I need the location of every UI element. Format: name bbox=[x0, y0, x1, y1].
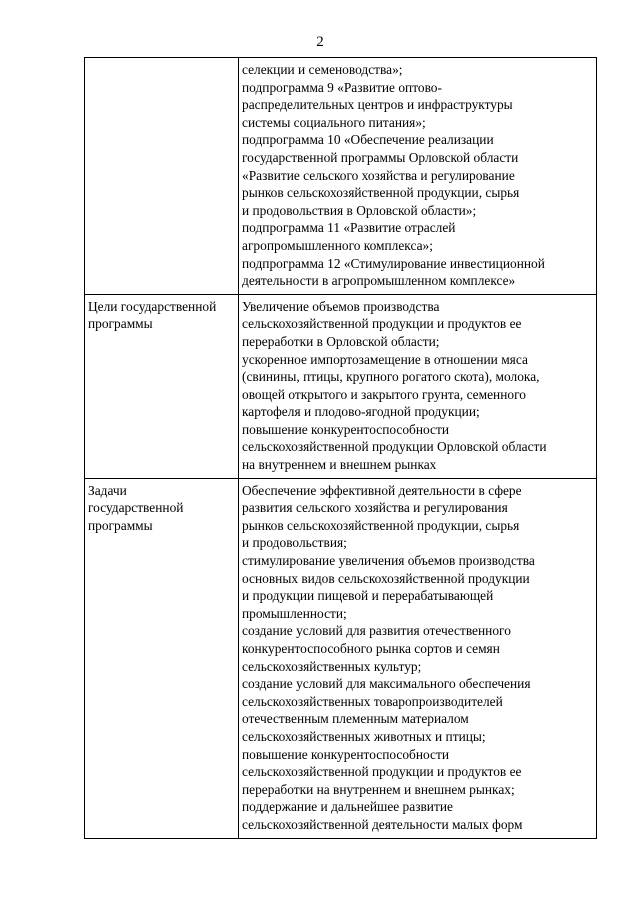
content-line: переработки в Орловской области; bbox=[242, 333, 440, 349]
content-line: ускоренное импортозамещение в отношении мяса bbox=[242, 351, 528, 367]
content-line: системы социального питания»; bbox=[242, 114, 426, 130]
content-line: стимулирование увеличения объемов производства bbox=[242, 553, 535, 569]
row-content-cell bbox=[239, 58, 597, 295]
content-line: рынков сельскохозяйственной продукции, сырья bbox=[242, 185, 520, 201]
content-line: конкурентоспособного рынка сортов и семян bbox=[242, 641, 500, 656]
content-line: овощей открытого и закрытого грунта, семенного bbox=[242, 386, 526, 402]
content-line: промышленности; bbox=[242, 605, 347, 621]
content-line: поддержание и дальнейшее развитие bbox=[242, 799, 453, 815]
content-line: деятельности в агропромышленном комплексе» bbox=[242, 273, 516, 289]
content-line: сельскохозяйственной продукции и продуктов ее bbox=[242, 316, 522, 332]
content-line: подпрограмма 10 «Обеспечение реализации bbox=[242, 132, 494, 148]
content-line: распределительных центров и инфраструктуры bbox=[242, 97, 513, 113]
content-line: государственной программы Орловской области bbox=[242, 149, 519, 165]
content-line: сельскохозяйственных культур; bbox=[242, 658, 422, 674]
content-line: сельскохозяйственной продукции и продуктов ее bbox=[242, 764, 522, 780]
content-line: основных видов сельскохозяйственной продукции bbox=[242, 570, 530, 586]
content-line: и продовольствия в Орловской области»; bbox=[242, 202, 477, 218]
content-line: повышение конкурентоспособности bbox=[242, 746, 450, 762]
content-line: Обеспечение эффективной деятельности в сфере bbox=[242, 482, 522, 498]
content-line: создание условий для максимального обеспечения bbox=[242, 676, 531, 692]
content-line: Увеличение объемов производства bbox=[242, 298, 440, 314]
content-line: повышение конкурентоспособности bbox=[242, 421, 450, 437]
content-line: и продовольствия; bbox=[242, 535, 347, 551]
content-line: сельскохозяйственных животных и птицы; bbox=[242, 728, 486, 744]
content-line: сельскохозяйственной деятельности малых форм bbox=[242, 816, 523, 832]
row-label-line: программы bbox=[88, 316, 153, 332]
content-line: сельскохозяйственной продукции Орловской области bbox=[242, 439, 547, 455]
row-label-cell bbox=[85, 478, 239, 838]
table-row-subprograms-continued bbox=[85, 58, 597, 295]
content-line: развития сельского хозяйства и регулирования bbox=[242, 500, 508, 516]
table-row-tasks bbox=[85, 478, 597, 838]
row-content-cell bbox=[239, 294, 597, 478]
content-line: (свинины, птицы, крупного рогатого скота), молока, bbox=[242, 369, 540, 385]
row-label-line: Цели государственной bbox=[88, 298, 217, 314]
content-line: картофеля и плодово-ягодной продукции; bbox=[242, 404, 480, 420]
content-line: «Развитие сельского хозяйства и регулирование bbox=[242, 167, 515, 183]
row-label-cell bbox=[85, 58, 239, 295]
row-label-line: программы bbox=[88, 517, 153, 533]
content-line: подпрограмма 11 «Развитие отраслей bbox=[242, 220, 456, 236]
content-line: создание условий для развития отечественного bbox=[242, 623, 511, 639]
content-line: и продукции пищевой и перерабатывающей bbox=[242, 588, 494, 604]
content-line: агропромышленного комплекса»; bbox=[242, 237, 433, 253]
content-line: сельскохозяйственных товаропроизводителей bbox=[242, 693, 503, 709]
content-line: отечественным племенным материалом bbox=[242, 711, 469, 727]
row-label-cell bbox=[85, 294, 239, 478]
passport-table bbox=[84, 57, 597, 839]
row-content-cell bbox=[239, 478, 597, 838]
table-row-goals bbox=[85, 294, 597, 478]
row-label-line: государственной bbox=[88, 500, 184, 516]
content-line: на внутреннем и внешнем рынках bbox=[242, 457, 437, 473]
content-line: подпрограмма 12 «Стимулирование инвестиционной bbox=[242, 255, 545, 271]
content-line: переработки на внутреннем и внешнем рынках; bbox=[242, 781, 515, 797]
page-number: 2 bbox=[316, 34, 324, 50]
content-line: селекции и семеноводства»; bbox=[242, 62, 403, 77]
row-label-line: Задачи bbox=[88, 482, 127, 498]
content-line: подпрограмма 9 «Развитие оптово- bbox=[242, 79, 442, 95]
content-line: рынков сельскохозяйственной продукции, сырья bbox=[242, 517, 520, 533]
